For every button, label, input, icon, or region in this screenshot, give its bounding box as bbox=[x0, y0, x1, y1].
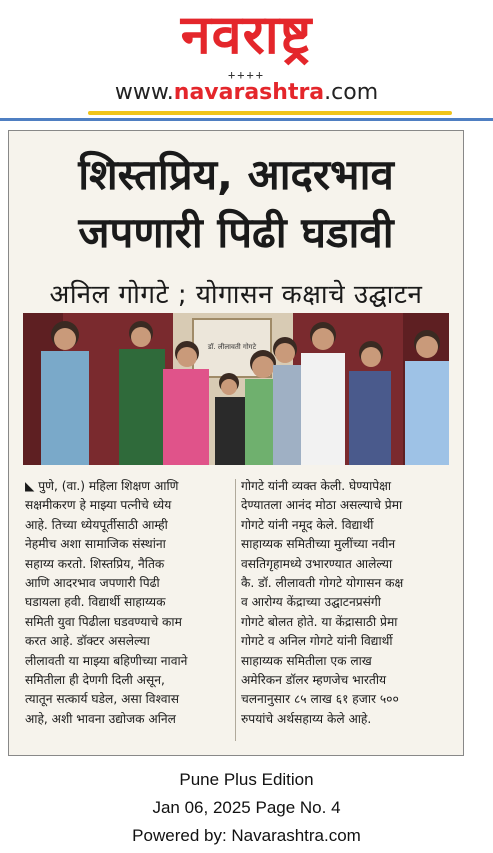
headline-line-2: जपणारी पिढी घडावी bbox=[78, 208, 394, 257]
column-2-line: गोगटे बोलत होते. या केंद्रासाठी प्रेमा bbox=[241, 614, 398, 629]
column-1-line: सक्षमीकरण हे माझ्या पत्नीचे ध्येय bbox=[25, 498, 172, 513]
column-1-line: ◣ पुणे, (वा.) महिला शिक्षण आणि bbox=[25, 479, 179, 493]
column-2-line: गोगटे यांनी व्यक्त केली. घेण्यापेक्षा bbox=[241, 479, 392, 493]
newspaper-logo: नवराष्ट्र bbox=[180, 3, 313, 66]
column-1-line: आहे, अशी भावना उद्योजक अनिल bbox=[25, 711, 176, 726]
column-2-line: देण्यातला आनंद मोठा असल्याचे प्रेमा bbox=[241, 498, 403, 513]
column-2-line: कै. डॉ. लीलावती गोगटे योगासन कक्ष bbox=[241, 576, 404, 591]
column-1-line: लीलावती या माझ्या बहिणीच्या नावाने bbox=[25, 653, 188, 668]
column-1-line: आणि आदरभाव जपणारी पिढी bbox=[25, 576, 160, 591]
column-2-line: साहाय्यक समितीच्या मुलींच्या नवीन bbox=[241, 537, 396, 552]
site-url[interactable] bbox=[0, 80, 493, 105]
site-prefix: www. bbox=[114, 80, 174, 105]
column-1-line: आहे. तिच्या ध्येयपूर्तीसाठी आम्ही bbox=[25, 517, 168, 532]
date-page-label: Jan 06, 2025 Page No. 4 bbox=[152, 798, 341, 817]
column-2-line: अमेरिकन डॉलर म्हणजेच भारतीय bbox=[241, 673, 387, 688]
article-column-1 bbox=[25, 477, 233, 729]
column-2-line: व आरोग्य केंद्राच्या उद्घाटनप्रसंगी bbox=[241, 595, 381, 610]
photo-plaque-text: डॉ. लीलावती गोगटे bbox=[207, 343, 257, 351]
site-brand: navarashtra bbox=[173, 80, 325, 105]
column-1-line: घडायला हवी. विद्यार्थी साहाय्यक bbox=[25, 595, 166, 610]
powered-by-link[interactable]: Powered by: Navarashtra.com bbox=[132, 826, 361, 845]
column-2-line: साहाय्यक समितीला एक लाख bbox=[241, 653, 372, 668]
column-2-line: चलनानुसार ८५ लाख ६१ हजार ५०० bbox=[241, 692, 399, 707]
edition-label: Pune Plus Edition bbox=[179, 770, 314, 789]
column-2-line: वसतिगृहामध्ये उभारण्यात आलेल्या bbox=[241, 556, 393, 571]
column-2-line: गोगटे व अनिल गोगटे यांनी विद्यार्थी bbox=[241, 634, 393, 649]
headline-line-1: शिस्तप्रिय, आदरभाव bbox=[78, 150, 394, 199]
article-photo bbox=[23, 313, 449, 465]
masthead bbox=[0, 0, 493, 118]
blue-rule bbox=[0, 118, 493, 121]
subheadline: अनिल गोगटे ; योगासन कक्षाचे उद्घाटन bbox=[49, 280, 423, 310]
event-photo-illustration bbox=[23, 313, 449, 465]
column-1-line: त्यातून सत्कार्य घडेल, असा विश्वास bbox=[25, 692, 179, 707]
article-clipping bbox=[8, 130, 464, 756]
column-2-line: रुपयांचे अर्थसहाय्य केले आहे. bbox=[241, 711, 372, 726]
column-1-line: सहाय्य करतो. शिस्तप्रिय, नैतिक bbox=[25, 556, 165, 571]
logo-crosses: ++++ bbox=[228, 68, 265, 82]
column-1-line: करत आहे. डॉक्टर असलेल्या bbox=[25, 634, 150, 649]
column-1-line: समितीला ही देणगी दिली असून, bbox=[25, 673, 165, 688]
column-1-line: नेहमीच अशा सामाजिक संस्थांना bbox=[25, 537, 166, 552]
column-2-line: गोगटे यांनी नमूद केले. विद्यार्थी bbox=[241, 517, 374, 532]
yellow-rule bbox=[88, 111, 452, 115]
site-suffix: .com bbox=[324, 80, 379, 105]
article-column-2 bbox=[241, 477, 449, 729]
column-divider bbox=[235, 479, 236, 741]
column-1-line: समिती युवा पिढीला घडवण्याचे काम bbox=[25, 614, 182, 629]
